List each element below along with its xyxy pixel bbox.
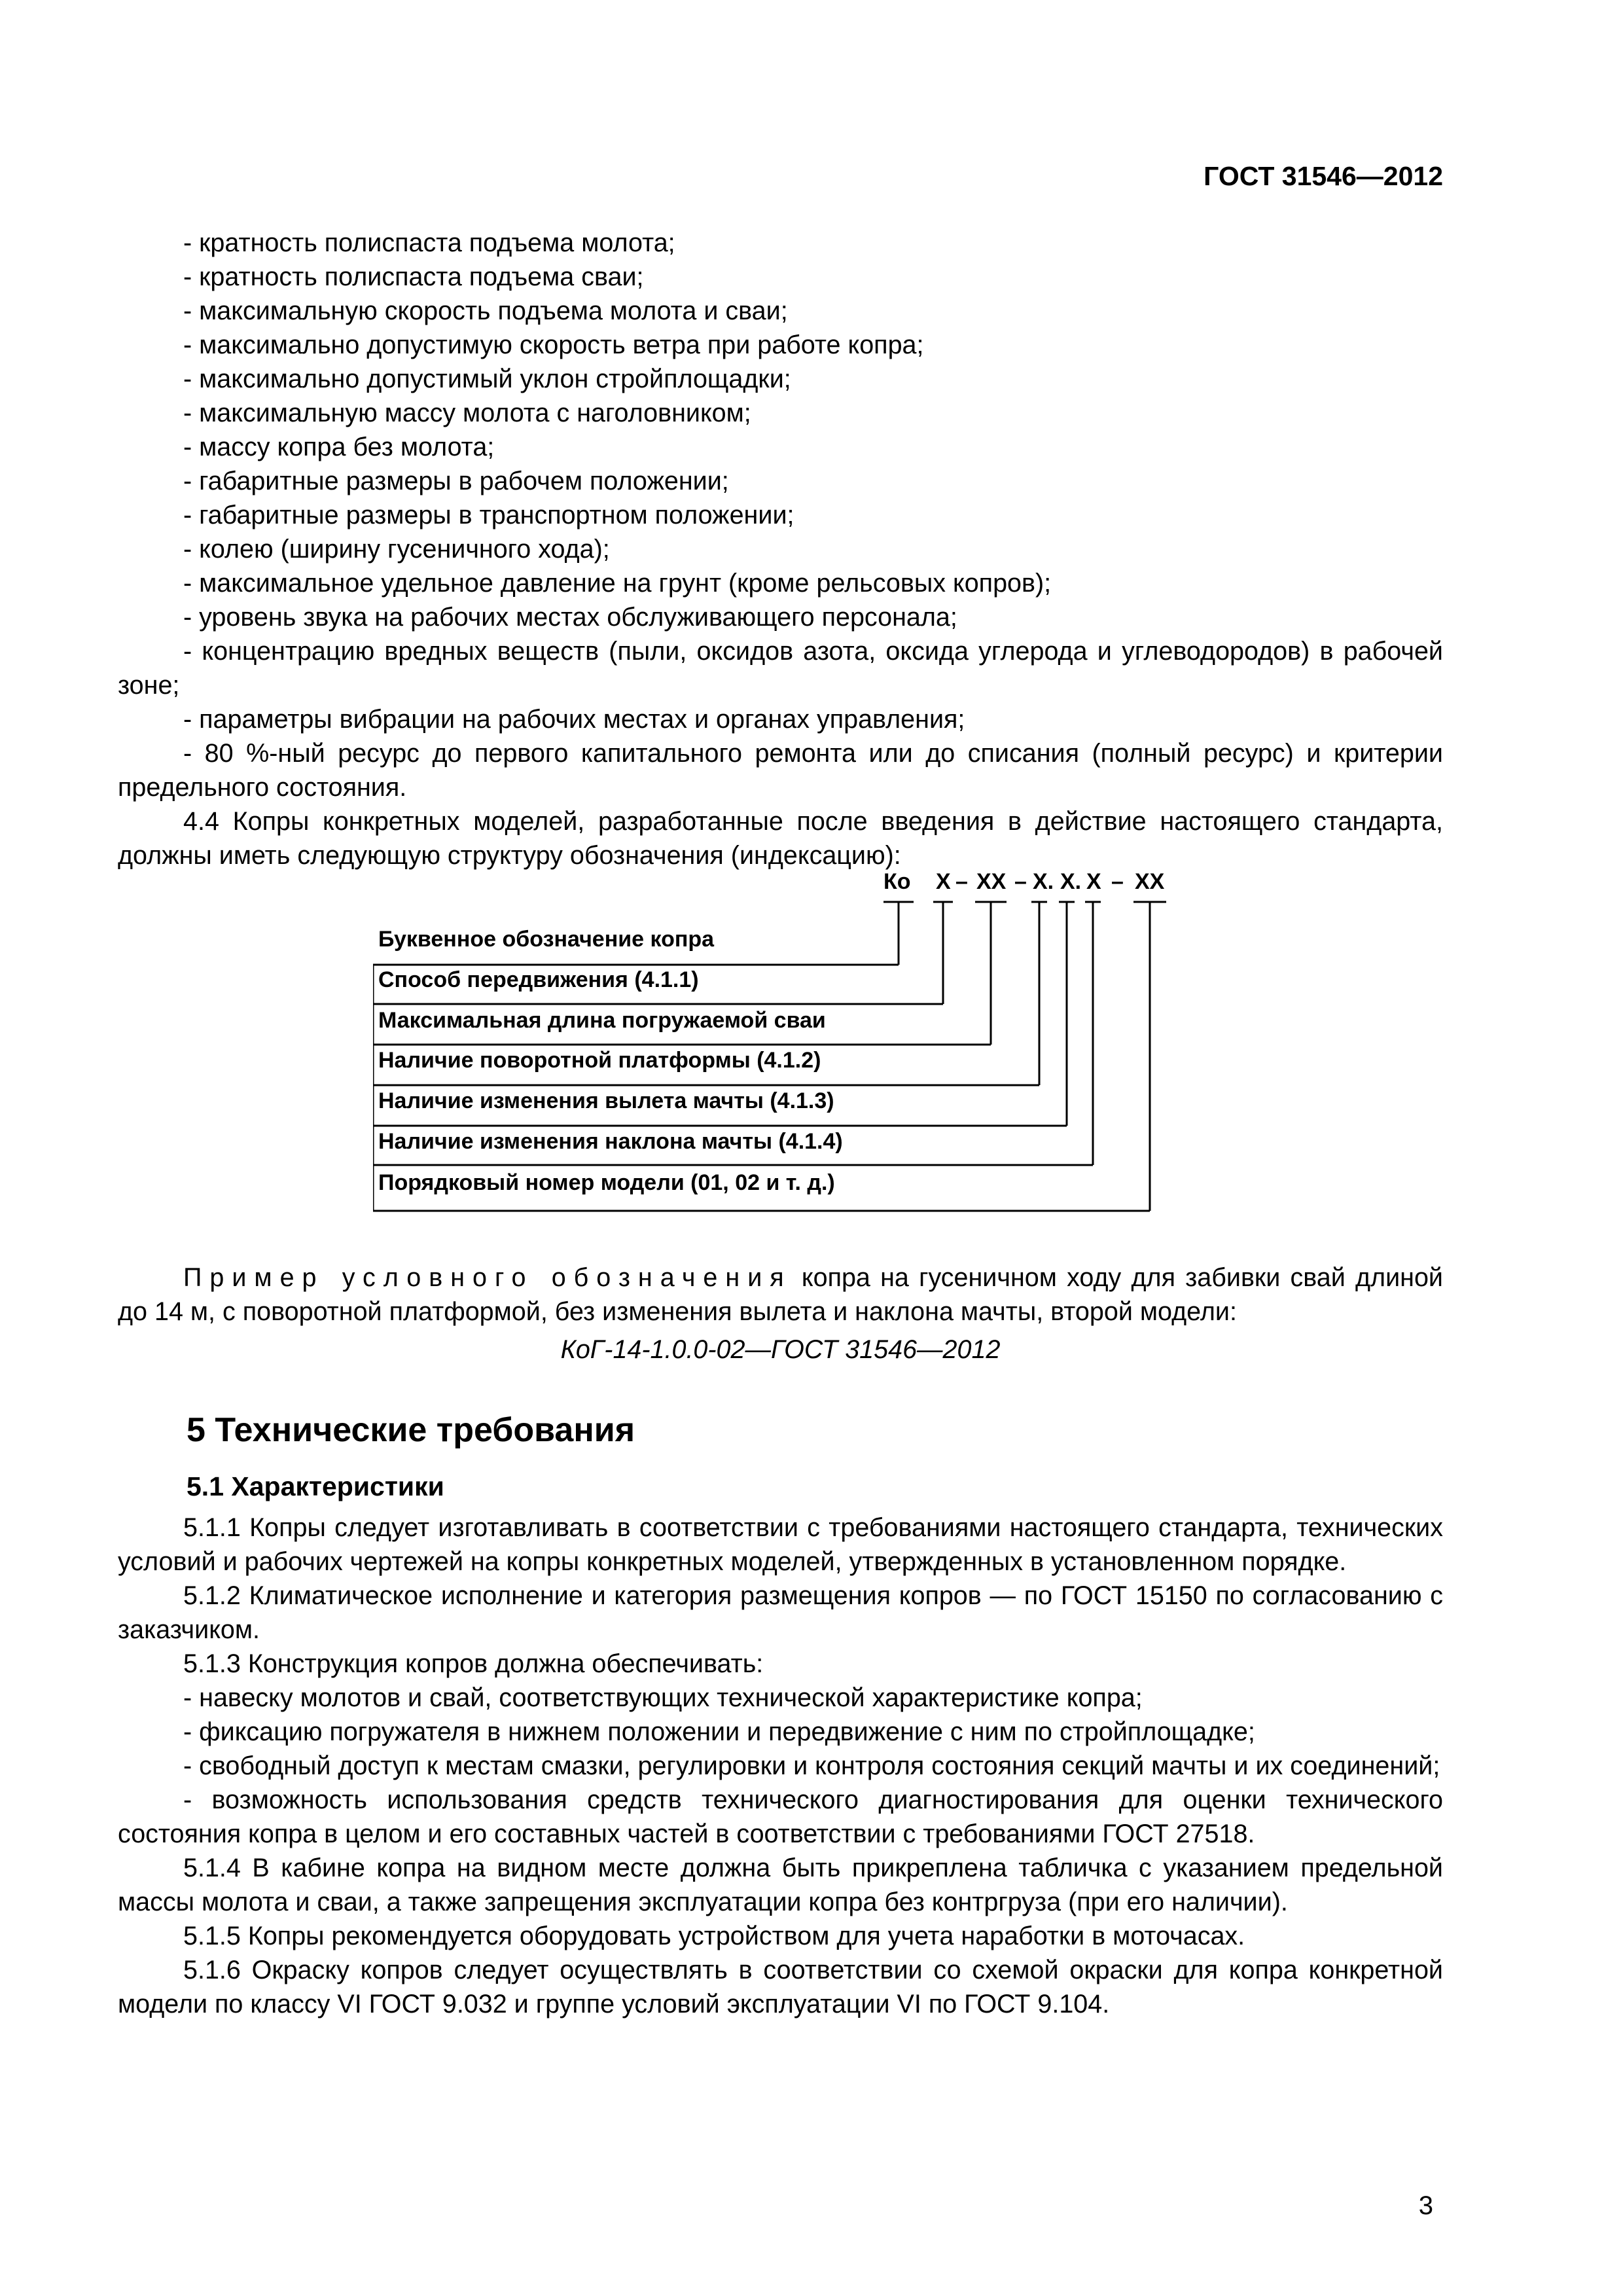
label-movement-method: Способ передвижения (4.1.1) (378, 967, 699, 992)
list-item: - габаритные размеры в рабочем положении; (183, 467, 729, 495)
code-x3: Х. (1060, 869, 1082, 894)
list-item: - габаритные размеры в транспортном положении; (183, 501, 794, 529)
code-dash2: – (1014, 869, 1027, 894)
designation-structure-diagram (373, 869, 1185, 1223)
list-item: - кратность полиспаста подъема молота; (183, 228, 675, 257)
section-5-title: 5 Технические требования (187, 1411, 635, 1449)
list-item: - массу копра без молота; (183, 433, 495, 461)
example-designation: КоГ-14-1.0.0-02—ГОСТ 31546—2012 (560, 1335, 1001, 1364)
list-item: - параметры вибрации на рабочих местах и органах управления; (183, 705, 965, 734)
paragraph: 5.1.1 Копры следует изготавливать в соответствии с требованиями настоящего стандарта, технических условий и рабочих чертежей на копры конкретных моделей, утвержденных в установленном порядке. (118, 1513, 1443, 1576)
list-item: - максимально допустимую скорость ветра при работе копра; (183, 331, 924, 359)
list-item: - фиксацию погружателя в нижнем положении и передвижение с ним по стройплощадке; (183, 1717, 1255, 1746)
section-5-text (118, 1511, 1443, 2021)
paragraph: 5.1.4 В кабине копра на видном месте должна быть прикреплена табличка с указанием предельной массы молота и сваи, а также запрещения эксплуатации копра без контргруза (при его наличии). (118, 1854, 1443, 1916)
code-xx2: ХХ (1135, 869, 1165, 894)
list-item: - 80 %-ный ресурс до первого капитального ремонта или до списания (полный ресурс) и критерии предельного состояния. (118, 739, 1443, 802)
example-block (118, 1261, 1443, 1367)
list-item: - свободный доступ к местам смазки, регулировки и контроля состояния секций мачты и их соединений; (183, 1751, 1440, 1780)
list-item: - максимальную скорость подъема молота и сваи; (183, 296, 788, 325)
doc-header: ГОСТ 31546—2012 (1204, 161, 1443, 191)
paragraph: 5.1.6 Окраску копров следует осуществлять в соответствии со схемой окраски для копра конкретной модели по классу VI ГОСТ 9.032 и группе условий эксплуатации VI по ГОСТ 9.104. (118, 1956, 1443, 2018)
list-item: - уровень звука на рабочих местах обслуживающего персонала; (183, 603, 957, 632)
label-letter-designation: Буквенное обозначение копра (378, 927, 715, 952)
example-paragraph (118, 1261, 1443, 1329)
label-mast-tilt-change: Наличие изменения наклона мачты (4.1.4) (378, 1129, 843, 1154)
label-model-number: Порядковый номер модели (01, 02 и т. д.) (378, 1170, 835, 1195)
label-max-pile-length: Максимальная длина погружаемой сваи (378, 1008, 826, 1033)
code-x4: Х (1086, 869, 1101, 894)
list-item: - кратность полиспаста подъема сваи; (183, 262, 644, 291)
list-item: - максимально допустимый уклон стройплощадки; (183, 365, 791, 393)
example-lead: Пример условного обозначения (183, 1263, 792, 1292)
label-mast-reach-change: Наличие изменения вылета мачты (4.1.3) (378, 1088, 834, 1113)
code-x1: Х (936, 869, 951, 894)
list-item: - колею (ширину гусеничного хода); (183, 535, 610, 564)
code-dash3: – (1111, 869, 1124, 894)
list-item: - концентрацию вредных веществ (пыли, оксидов азота, оксида углерода и углеводородов) в рабочей зоне; (118, 637, 1443, 700)
code-ko: Ко (883, 869, 911, 894)
section-5-1-title: 5.1 Характеристики (187, 1471, 444, 1501)
page-number: 3 (1418, 2191, 1433, 2220)
list-item: - навеску молотов и свай, соответствующих технической характеристике копра; (183, 1683, 1143, 1712)
paragraph-4-4: 4.4 Копры конкретных моделей, разработанные после введения в действие настоящего стандарта, должны иметь следующую структуру обозначения (индексацию): (118, 807, 1443, 870)
paragraph: 5.1.5 Копры рекомендуется оборудовать устройством для учета наработки в моточасах. (183, 1922, 1245, 1950)
example-text: копра на гусеничном ходу для забивки свай длиной до 14 м, с поворотной платформой, без изменения вылета и наклона мачты, второй модели: (118, 1263, 1443, 1326)
list-item: - возможность использования средств технического диагностирования для оценки технического состояния копра в целом и его составных частей в соответствии с требованиями ГОСТ 27518. (118, 1785, 1443, 1848)
paragraph: 5.1.2 Климатическое исполнение и категория размещения копров — по ГОСТ 15150 по согласованию с заказчиком. (118, 1581, 1443, 1644)
label-rotary-platform: Наличие поворотной платформы (4.1.2) (378, 1048, 821, 1073)
code-x2: Х. (1033, 869, 1054, 894)
intro-text (118, 226, 1443, 872)
diagram-lines (373, 869, 1185, 1223)
paragraph: 5.1.3 Конструкция копров должна обеспечивать: (183, 1649, 764, 1678)
list-item: - максимальное удельное давление на грунт (кроме рельсовых копров); (183, 569, 1052, 598)
code-dash1: – (955, 869, 968, 894)
code-xx1: ХХ (976, 869, 1007, 894)
list-item: - максимальную массу молота с наголовником; (183, 399, 751, 427)
